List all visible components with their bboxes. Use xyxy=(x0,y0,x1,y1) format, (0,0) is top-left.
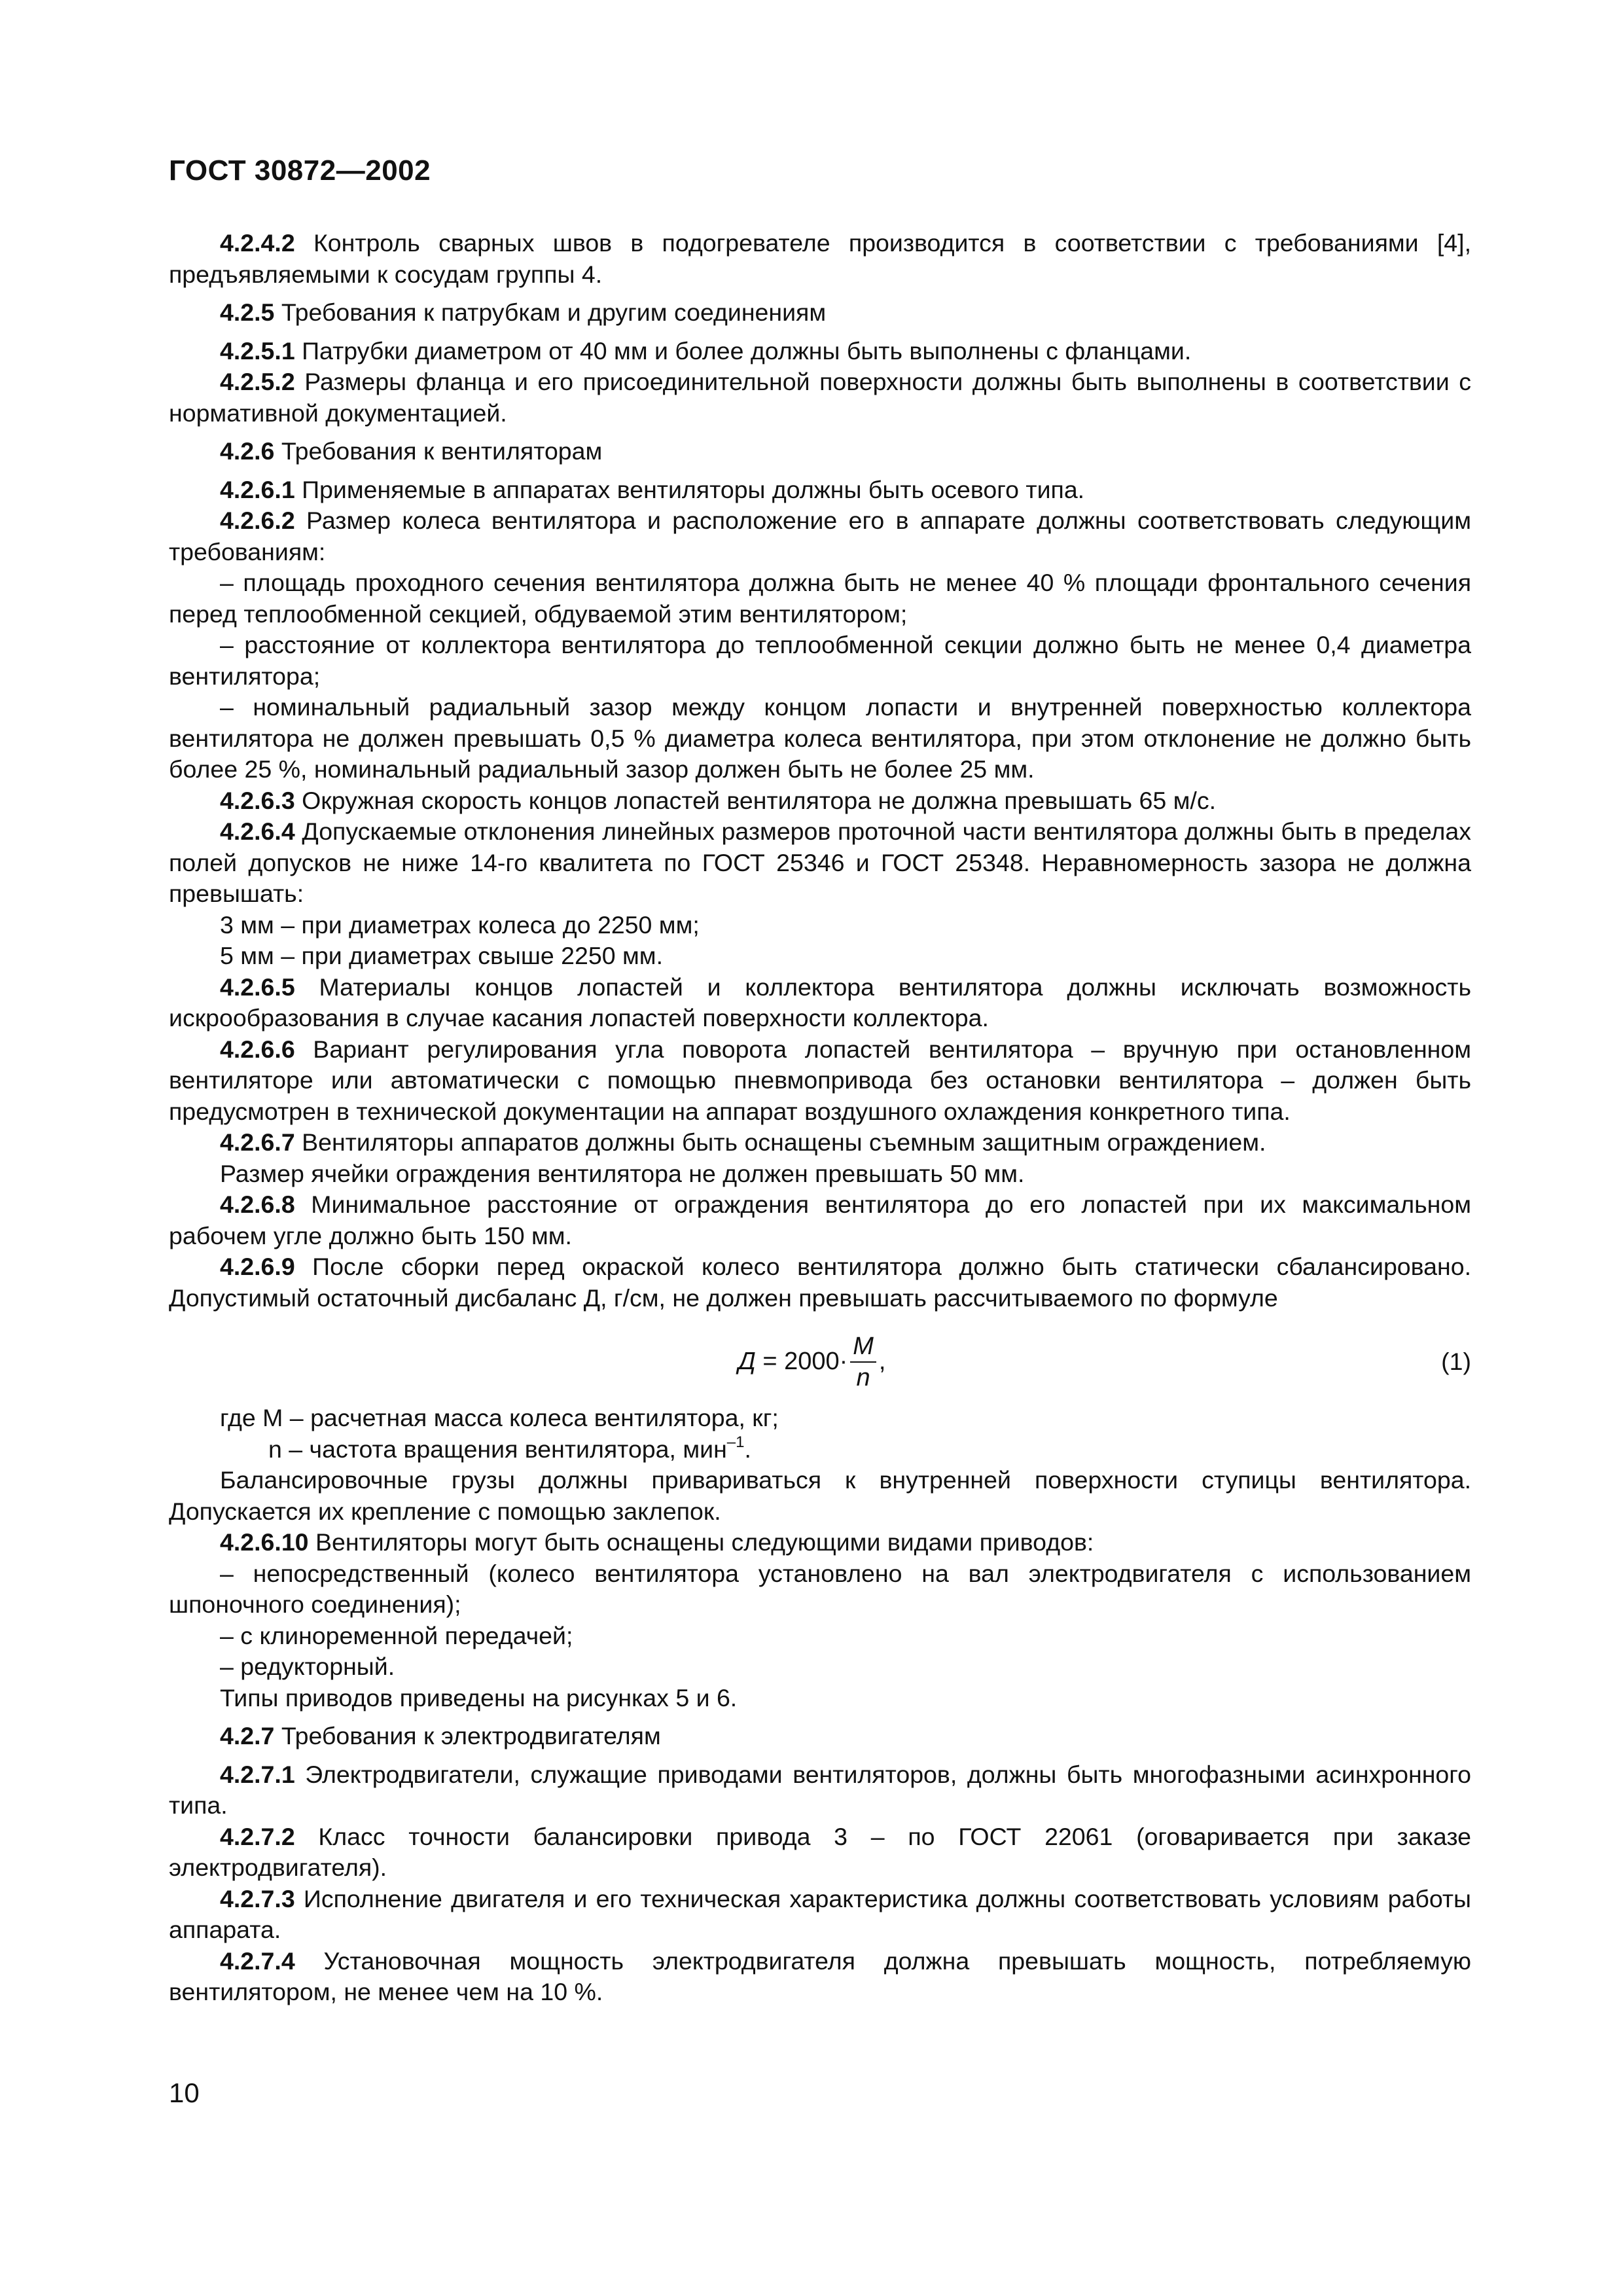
list-item: – площадь проходного сечения вентилятора должна быть не менее 40 % площади фронтального сечения перед теплообменной секцией, обдуваемой этим вентилятором; xyxy=(169,569,1471,628)
formula-denominator: n xyxy=(856,1364,870,1391)
list-item: 3 мм – при диаметрах колеса до 2250 мм; xyxy=(220,910,700,939)
legend-line: n – частота вращения вентилятора, мин$^{-1}$. xyxy=(268,1433,751,1463)
paragraph: 4.2.6.7 Вентиляторы аппаратов должны быть оснащены съемным защитным ограждением. xyxy=(220,1128,1266,1156)
paragraph: 4.2.7.2 Класс точности балансировки привода 3 – по ГОСТ 22061 (оговаривается при заказе электродвигателя). xyxy=(169,1822,1471,1881)
paragraph: 4.2.4.2 Контроль сварных швов в подогревателе производится в соответствии с требованиями [4], предъявляемыми к сосудам группы 4. xyxy=(169,229,1471,288)
page-number: 10 xyxy=(169,2077,200,2108)
formula-row xyxy=(169,1323,1471,1401)
formula-tail: , xyxy=(878,1348,886,1376)
paragraph: 4.2.5.2 Размеры фланца и его присоединительной поверхности должны быть выполнены в соответствии с нормативной документацией. xyxy=(169,368,1471,427)
paragraph: Размер ячейки ограждения вентилятора не должен превышать 50 мм. xyxy=(220,1159,1025,1187)
paragraph: Типы приводов приведены на рисунках 5 и 6. xyxy=(220,1683,738,1712)
equation-number: (1) xyxy=(1441,1348,1471,1375)
paragraph: 4.2.6.8 Минимальное расстояние от ограждения вентилятора до его лопастей при их максимальном рабочем угле должно быть 150 мм. xyxy=(169,1191,1471,1249)
section-heading: 4.2.7 Требования к электродвигателям xyxy=(220,1722,661,1749)
list-item: – расстояние от коллектора вентилятора до теплообменной секции должно быть не менее 0,4 диаметра вентилятора; xyxy=(169,631,1471,690)
paragraph: 4.2.6.2 Размер колеса вентилятора и расположение его в аппарате должны соответствовать следующим требованиям: xyxy=(169,507,1471,565)
list-item: – редукторный. xyxy=(220,1653,395,1680)
document-body xyxy=(169,228,1471,2008)
list-item: – номинальный радиальный зазор между концом лопасти и внутренней поверхностью коллектора вентилятора не должен превышать 0,5 % диаметра колеса вентилятора, при этом отклонение не должно быть более 25 %, номинальный радиальный зазор должен быть не более 25 мм. xyxy=(169,693,1471,783)
legend-line: где М – расчетная масса колеса вентилятора, кг; xyxy=(220,1404,779,1431)
paragraph: 4.2.6.5 Материалы концов лопастей и коллектора вентилятора должны исключать возможность искрообразования в случае касания лопастей поверхности коллектора. xyxy=(169,973,1471,1031)
formula-fraction xyxy=(850,1331,876,1393)
formula-lhs: Д xyxy=(738,1348,756,1376)
paragraph: 4.2.6.6 Вариант регулирования угла поворота лопастей вентилятора – вручную при остановленном вентиляторе или автоматически с помощью пневмопривода без остановки вентилятора – должен быть предусмотрен в технической документации на аппарат воздушного охлаждения конкретного типа. xyxy=(169,1035,1471,1125)
section-heading: 4.2.6 Требования к вентиляторам xyxy=(220,437,603,465)
paragraph: 4.2.6.9 После сборки перед окраской колесо вентилятора должно быть статически сбалансировано. Допустимый остаточный дисбаланс Д, г/см, не должен превышать рассчитываемого по формуле xyxy=(169,1253,1471,1312)
list-item: – с клиноременной передачей; xyxy=(220,1621,573,1649)
formula xyxy=(738,1327,885,1397)
paragraph: 4.2.6.3 Окружная скорость концов лопастей вентилятора не должна превышать 65 м/с. xyxy=(220,786,1216,814)
paragraph: 4.2.6.4 Допускаемые отклонения линейных размеров проточной части вентилятора должны быть в пределах полей допусков не ниже 14-го квалитета по ГОСТ 25346 и ГОСТ 25348. Неравномерность зазора не должна превышать: xyxy=(169,817,1471,907)
paragraph: 4.2.5.1 Патрубки диаметром от 40 мм и более должны быть выполнены с фланцами. xyxy=(220,336,1192,365)
doc-header: ГОСТ 30872—2002 xyxy=(169,154,431,187)
formula-eq: = 2000· xyxy=(755,1348,848,1376)
paragraph: 4.2.6.1 Применяемые в аппаратах вентиляторы должны быть осевого типа. xyxy=(220,475,1085,503)
paragraph: 4.2.6.10 Вентиляторы могут быть оснащены следующими видами приводов: xyxy=(220,1528,1094,1556)
paragraph: 4.2.7.1 Электродвигатели, служащие приводами вентиляторов, должны быть многофазными асинхронного типа. xyxy=(169,1760,1471,1819)
section-heading: 4.2.5 Требования к патрубкам и другим соединениям xyxy=(220,298,827,326)
paragraph: 4.2.7.4 Установочная мощность электродвигателя должна превышать мощность, потребляемую вентилятором, не менее чем на 10 %. xyxy=(169,1946,1471,2005)
formula-legend xyxy=(169,1403,1471,1465)
paragraph: 4.2.7.3 Исполнение двигателя и его техническая характеристика должны соответствовать условиям работы аппарата. xyxy=(169,1884,1471,1943)
list-item: – непосредственный (колесо вентилятора установлено на вал электродвигателя с использованием шпоночного соединения); xyxy=(169,1559,1471,1618)
list-item: 5 мм – при диаметрах свыше 2250 мм. xyxy=(220,942,663,969)
paragraph: Балансировочные грузы должны привариваться к внутренней поверхности ступицы вентилятора. Допускается их крепление с помощью заклепок. xyxy=(169,1466,1471,1525)
formula-numerator: М xyxy=(850,1331,876,1363)
